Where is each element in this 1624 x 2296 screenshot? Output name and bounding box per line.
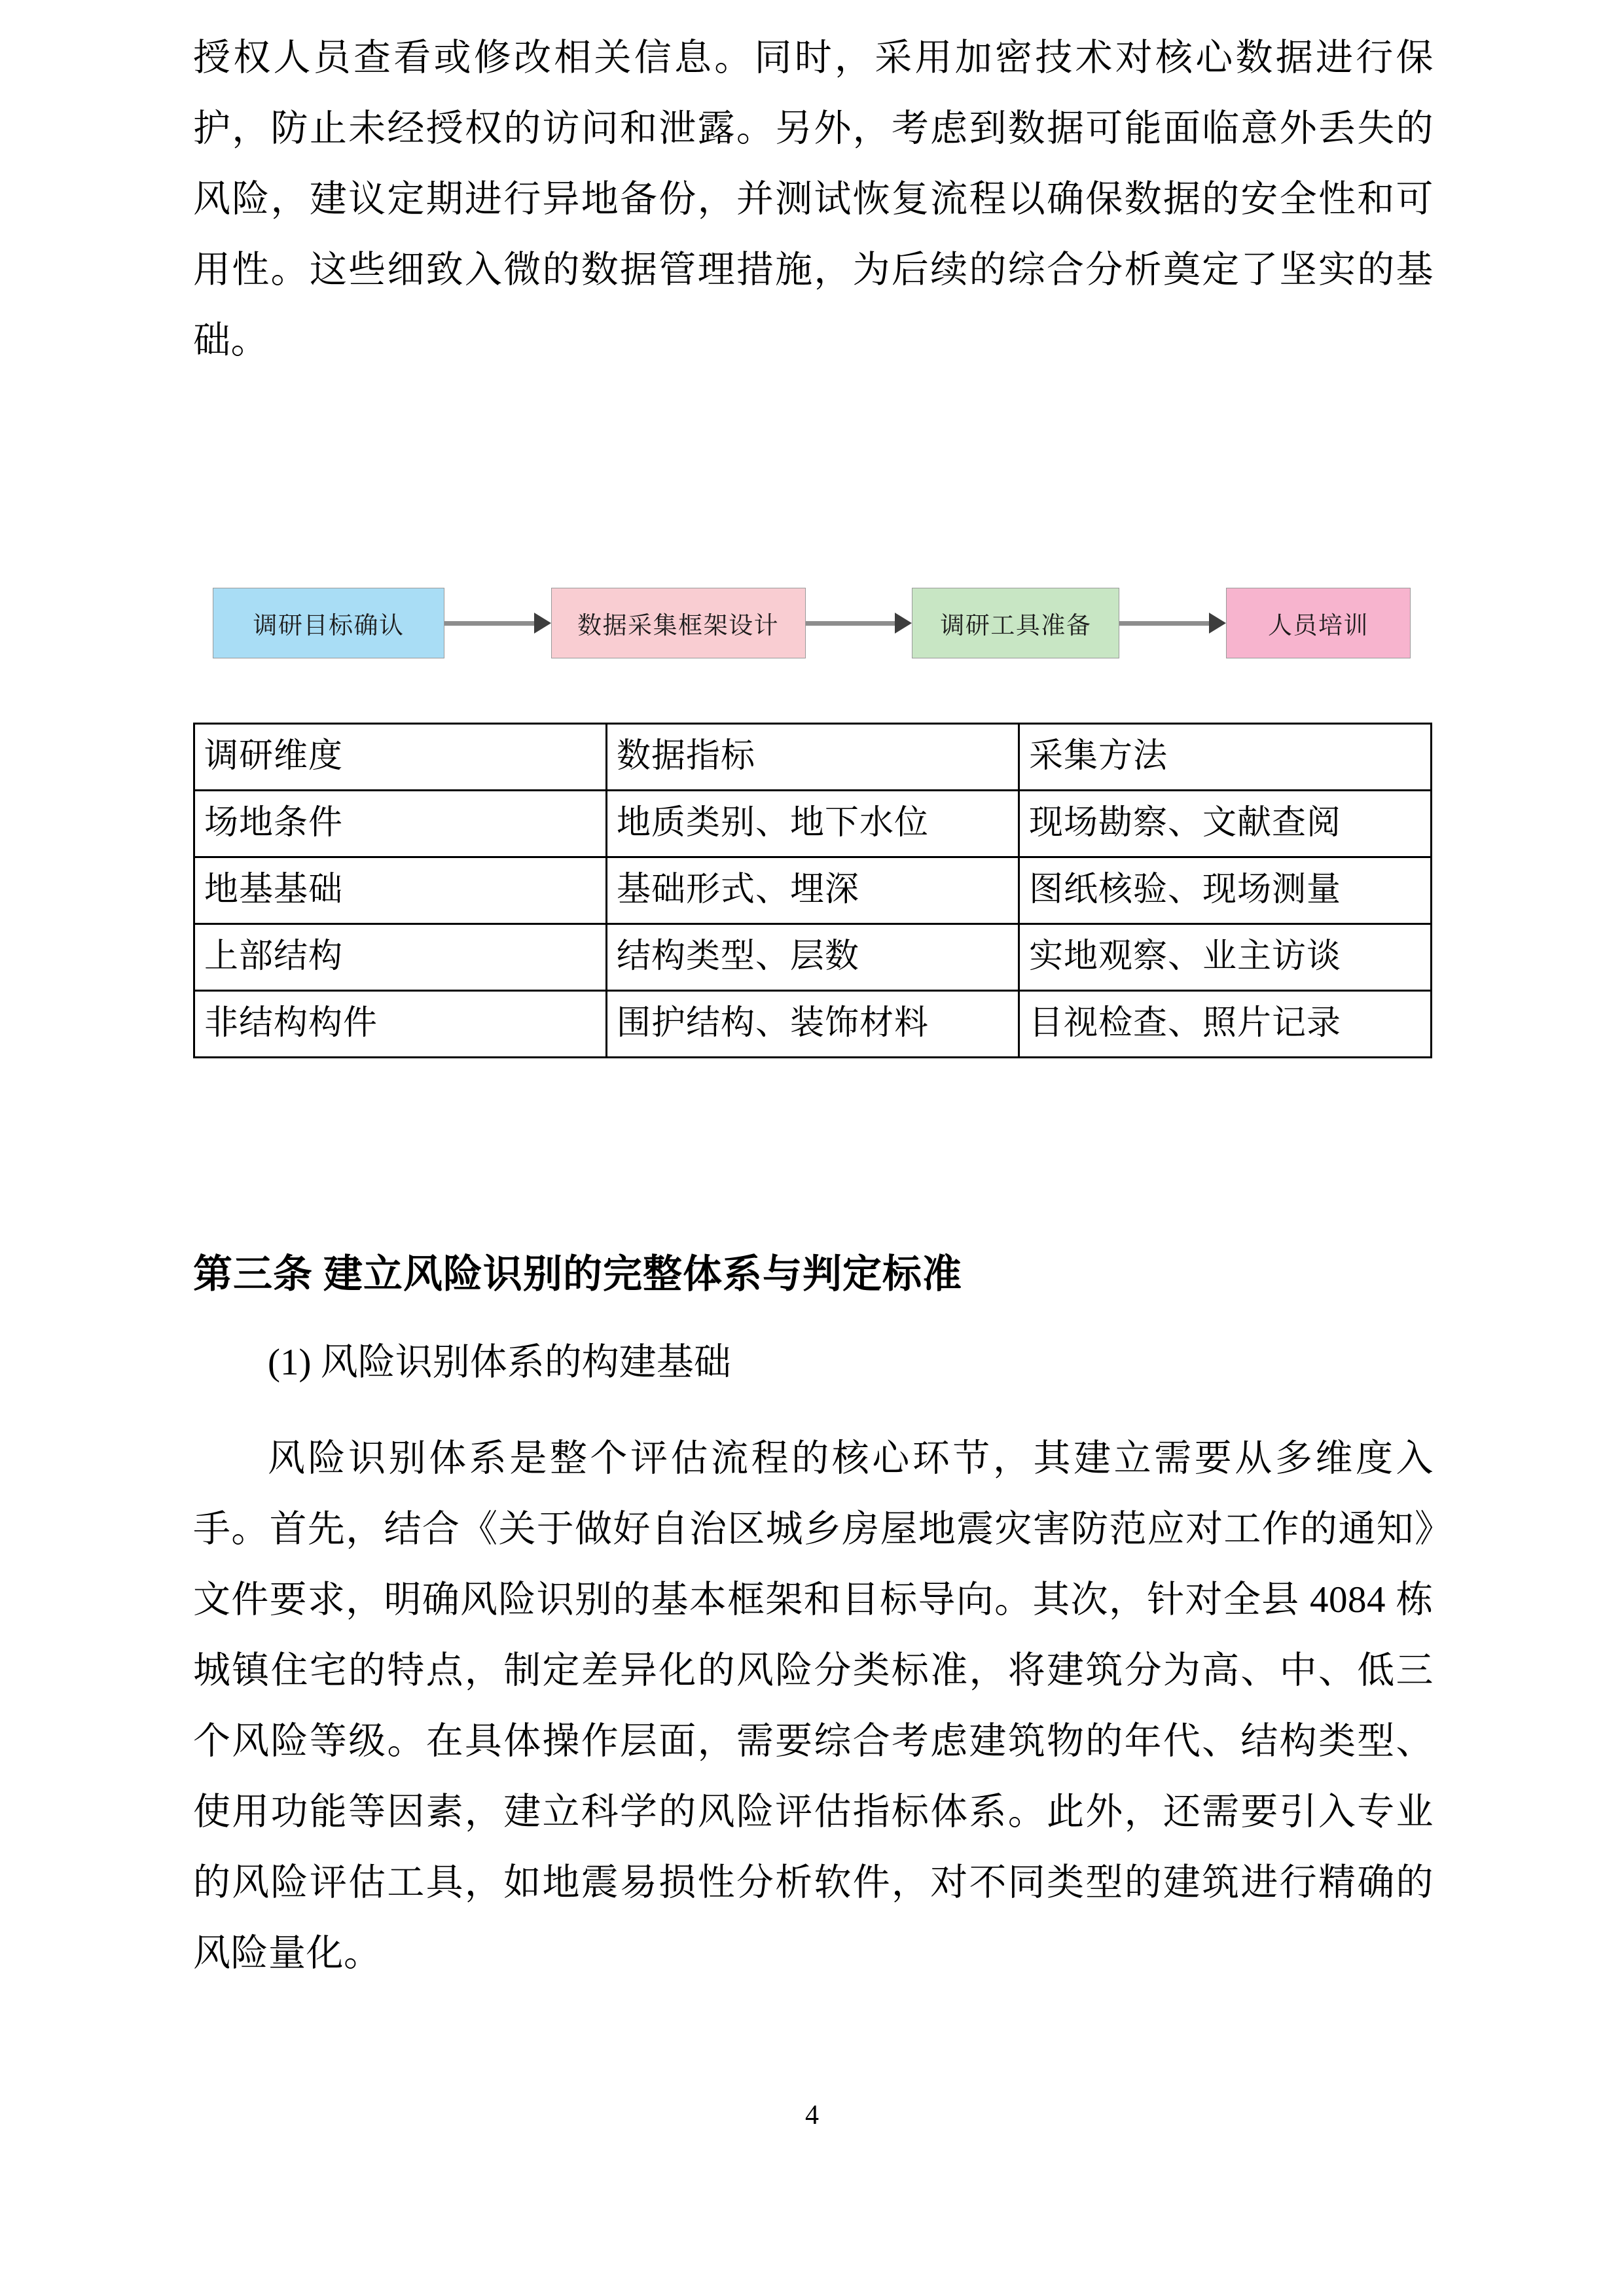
table-row (194, 991, 1432, 1058)
flow-step-4 (1226, 588, 1411, 658)
section-body-block (193, 1424, 1434, 1989)
table-cell: 地基基础 (194, 857, 607, 924)
table-cell: 图纸核验、现场测量 (1019, 857, 1432, 924)
table-cell: 场地条件 (194, 791, 607, 857)
flow-arrow-head (534, 613, 551, 634)
table-row (194, 791, 1432, 857)
process-flowchart (213, 588, 1411, 658)
table-row (194, 924, 1432, 991)
flow-arrow-shaft (444, 621, 535, 626)
section-subheading: (1) 风险识别体系的构建基础 (268, 1342, 731, 1383)
flow-step-4-label: 人员培训 (1268, 612, 1369, 639)
table-header-cell: 调研维度 (194, 724, 607, 791)
flow-step-1-label: 调研目标确认 (253, 612, 405, 639)
flow-step-3 (912, 588, 1119, 658)
flow-arrow-head (895, 613, 912, 634)
flow-step-2-label: 数据采集框架设计 (577, 612, 780, 639)
flow-step-1 (213, 588, 444, 658)
page-number: 4 (805, 2100, 819, 2130)
section-heading: 第三条 建立风险识别的完整体系与判定标准 (193, 1253, 962, 1296)
flow-step-2 (551, 588, 806, 658)
flow-arrow-shaft (1119, 621, 1210, 626)
survey-dimension-table (193, 723, 1432, 1058)
top-paragraph: 授权人员查看或修改相关信息。同时，采用加密技术对核心数据进行保护，防止未经授权的访问和泄露。另外，考虑到数据可能面临意外丢失的风险，建议定期进行异地备份，并测试恢复流程以确保数据的安全性和可用性。这些细致入微的数据管理措施，为后续的综合分析奠定了坚实的基础。 (193, 37, 1434, 361)
table-cell: 非结构构件 (194, 991, 607, 1058)
table-cell: 地质类别、地下水位 (607, 791, 1019, 857)
flow-arrow-head (1209, 613, 1226, 634)
table-header-row (194, 724, 1432, 791)
section-body-paragraph: 风险识别体系是整个评估流程的核心环节，其建立需要从多维度入手。首先，结合《关于做好自治区城乡房屋地震灾害防范应对工作的通知》文件要求，明确风险识别的基本框架和目标导向。其次，针对全县 4084 栋城镇住宅的特点，制定差异化的风险分类标准，将建筑分为高、中、低三个风险等级。在具体操作层面，需要综合考虑建筑物的年代、结构类型、使用功能等因素，建立科学的风险评估指标体系。此外，还需要引入专业的风险评估工具，如地震易损性分析软件，对不同类型的建筑进行精确的风险量化。 (193, 1438, 1434, 1974)
flow-arrow-2-icon (806, 588, 912, 658)
table-cell: 基础形式、埋深 (607, 857, 1019, 924)
table-cell: 目视检查、照片记录 (1019, 991, 1432, 1058)
table-cell: 实地观察、业主访谈 (1019, 924, 1432, 991)
flow-step-3-label: 调研工具准备 (940, 612, 1092, 639)
flow-arrow-3-icon (1119, 588, 1226, 658)
flow-arrow-1-icon (444, 588, 551, 658)
table-row (194, 857, 1432, 924)
table-cell: 现场勘察、文献查阅 (1019, 791, 1432, 857)
table-cell: 结构类型、层数 (607, 924, 1019, 991)
table-header-cell: 采集方法 (1019, 724, 1432, 791)
flow-arrow-shaft (806, 621, 897, 626)
survey-dimension-table-wrap (193, 723, 1430, 1058)
table-cell: 围护结构、装饰材料 (607, 991, 1019, 1058)
top-paragraph-block (193, 23, 1434, 376)
table-cell: 上部结构 (194, 924, 607, 991)
table-header-cell: 数据指标 (607, 724, 1019, 791)
